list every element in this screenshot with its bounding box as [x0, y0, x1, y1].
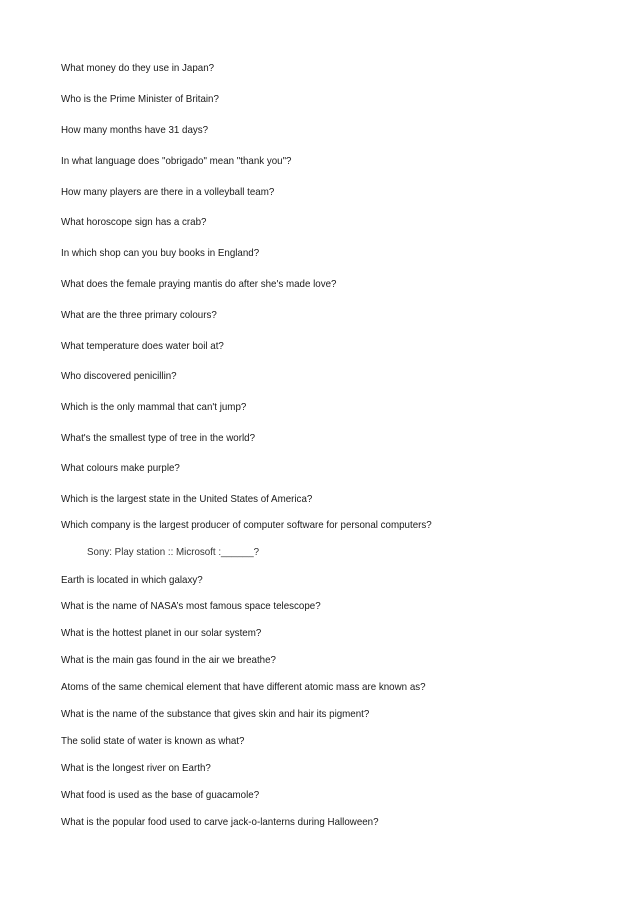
question-10: What temperature does water boil at? [61, 340, 224, 352]
question-3: How many months have 31 days? [61, 124, 209, 136]
question-5: How many players are there in a volleyball team? [61, 186, 275, 198]
question-22: What is the name of the substance that gives skin and hair its pigment? [61, 708, 370, 720]
question-4: In what language does "obrigado" mean "thank you"? [61, 155, 292, 167]
question-6: What horoscope sign has a crab? [61, 216, 207, 228]
question-16: Which company is the largest producer of computer software for personal computers? [61, 519, 432, 531]
question-18: What is the name of NASA’s most famous space telescope? [61, 600, 321, 612]
question-14: What colours make purple? [61, 462, 180, 474]
question-17: Earth is located in which galaxy? [61, 574, 203, 586]
question-7: In which shop can you buy books in England? [61, 247, 260, 259]
question-8: What does the female praying mantis do after she's made love? [61, 278, 337, 290]
question-12: Which is the only mammal that can't jump? [61, 401, 247, 413]
analogy-prompt: Sony: Play station :: Microsoft :______? [87, 546, 260, 558]
question-11: Who discovered penicillin? [61, 370, 177, 382]
question-13: What's the smallest type of tree in the world? [61, 432, 256, 444]
question-9: What are the three primary colours? [61, 309, 217, 321]
question-23: The solid state of water is known as what? [61, 735, 245, 747]
question-20: What is the main gas found in the air we breathe? [61, 654, 276, 666]
question-15: Which is the largest state in the United States of America? [61, 493, 313, 505]
question-24: What is the longest river on Earth? [61, 762, 211, 774]
question-21: Atoms of the same chemical element that have different atomic mass are known as? [61, 681, 426, 693]
question-2: Who is the Prime Minister of Britain? [61, 93, 219, 105]
question-19: What is the hottest planet in our solar system? [61, 627, 262, 639]
question-25: What food is used as the base of guacamole? [61, 789, 260, 801]
question-1: What money do they use in Japan? [61, 62, 215, 74]
question-26: What is the popular food used to carve jack-o-lanterns during Halloween? [61, 816, 379, 828]
